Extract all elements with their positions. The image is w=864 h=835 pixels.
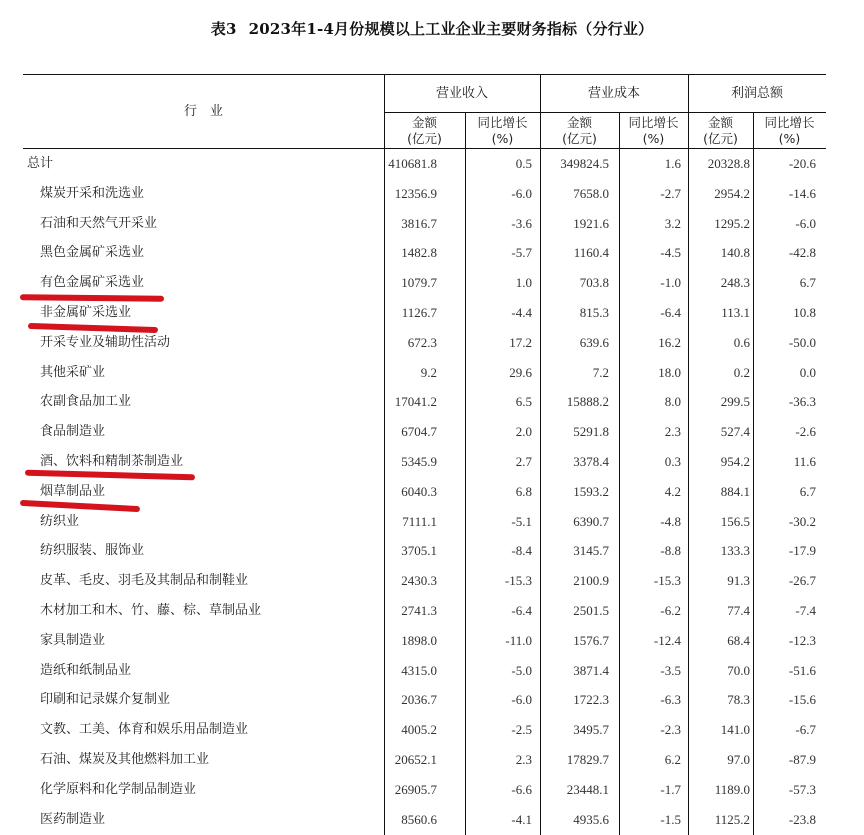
revenue-amount-cell: 1126.7 [401, 305, 437, 320]
profit-header: 利润总额 [730, 86, 783, 101]
cost-amount-cell: 703.8 [579, 275, 609, 291]
table-row [23, 358, 826, 388]
revenue-growth-cell: 6.5 [515, 394, 532, 410]
table-row [23, 209, 826, 239]
cost-amount-cell: 2100.9 [573, 573, 609, 589]
cost-growth-header [619, 115, 688, 147]
revenue-growth-cell: 2.3 [515, 752, 532, 767]
revenue-amount-cell: 8560.6 [401, 811, 437, 827]
cost-growth-cell: 4.2 [664, 483, 681, 499]
cost-growth-cell: -3.5 [660, 662, 681, 678]
growth-label: 同比增长 [477, 115, 528, 130]
profit-amount-cell: 156.5 [720, 513, 750, 529]
profit-amount-cell: 77.4 [727, 603, 750, 618]
cost-amount-cell: 3495.7 [573, 722, 609, 738]
revenue-amount-cell: 6040.3 [401, 483, 437, 499]
industry-header: 行 业 [183, 104, 223, 119]
industry-name: 纺织业 [40, 513, 80, 529]
cost-growth-cell: -1.0 [660, 275, 681, 291]
profit-growth-cell: -6.0 [795, 215, 816, 231]
revenue-amount-cell: 410681.8 [388, 156, 437, 171]
cost-amount-cell: 3378.4 [573, 454, 609, 469]
cost-growth-cell: -1.7 [660, 781, 681, 797]
amount-label: 金额 [566, 115, 592, 130]
table-row [23, 626, 826, 656]
revenue-amount-cell: 4315.0 [401, 662, 437, 678]
industry-name: 家具制造业 [40, 632, 106, 648]
profit-growth-cell: -12.3 [788, 632, 816, 648]
industry-name: 烟草制品业 [40, 483, 106, 499]
table-row [23, 417, 826, 447]
amount-unit: (亿元) [562, 131, 597, 146]
table-row [23, 238, 826, 268]
growth-unit: (%) [778, 131, 801, 146]
amount-unit: (亿元) [407, 131, 442, 146]
cost-amount-cell: 1576.7 [573, 632, 609, 648]
revenue-amount-cell: 1079.7 [401, 275, 437, 291]
table-row [23, 775, 826, 805]
growth-unit: (%) [642, 131, 665, 146]
revenue-growth-cell: -5.0 [511, 662, 532, 678]
cost-amount-cell: 1160.4 [573, 245, 609, 261]
revenue-growth-cell: -6.0 [511, 692, 532, 708]
profit-growth-cell: -51.6 [788, 662, 816, 678]
revenue-growth-cell: -5.7 [511, 245, 532, 261]
revenue-growth-cell: -2.5 [511, 722, 532, 738]
cost-growth-cell: -1.5 [660, 811, 681, 827]
industry-name: 有色金属矿采选业 [40, 275, 145, 291]
profit-growth-cell: -42.8 [788, 245, 816, 261]
profit-growth-cell: 10.8 [793, 305, 816, 320]
profit-amount-cell: 2954.2 [714, 185, 750, 201]
revenue-growth-cell: -6.6 [511, 781, 532, 797]
cost-growth-cell: 0.3 [664, 454, 681, 469]
profit-growth-cell: -7.4 [795, 603, 816, 618]
cost-growth-cell: -6.3 [660, 692, 681, 708]
industry-name: 医药制造业 [40, 811, 106, 827]
industry-name: 化学原料和化学制品制造业 [40, 781, 197, 797]
profit-growth-cell: -14.6 [788, 185, 816, 201]
table-row [23, 536, 826, 566]
cost-growth-cell: 16.2 [658, 334, 681, 350]
revenue-growth-cell: 1.0 [515, 275, 532, 291]
revenue-growth-cell: -6.0 [511, 185, 532, 201]
table-number: 表3 [210, 20, 237, 38]
profit-amount-cell: 1125.2 [714, 811, 750, 827]
revenue-amount-cell: 12356.9 [394, 185, 437, 201]
revenue-amount-cell: 3816.7 [401, 215, 437, 231]
cost-amount-cell: 349824.5 [560, 156, 609, 171]
amount-label: 金额 [707, 115, 733, 130]
subheader-rule [384, 112, 826, 113]
profit-growth-cell: -87.9 [788, 752, 816, 767]
cost-amount-cell: 5291.8 [573, 424, 609, 440]
profit-growth-header [753, 115, 826, 147]
industry-name: 文教、工美、体育和娱乐用品制造业 [40, 722, 249, 738]
profit-amount-cell: 0.2 [733, 364, 750, 380]
profit-growth-cell: -17.9 [788, 543, 816, 559]
profit-growth-cell: 6.7 [799, 483, 816, 499]
profit-amount-cell: 0.6 [733, 334, 750, 350]
revenue-amount-header [384, 115, 465, 147]
profit-amount-cell: 884.1 [720, 483, 750, 499]
cost-amount-cell: 23448.1 [566, 781, 609, 797]
industry-name: 其他采矿业 [40, 364, 106, 380]
industry-name: 造纸和纸制品业 [40, 662, 132, 678]
revenue-growth-cell: 2.0 [515, 424, 532, 440]
cost-header: 营业成本 [587, 86, 640, 101]
table-row [23, 477, 826, 507]
cost-amount-cell: 3871.4 [573, 662, 609, 678]
profit-amount-cell: 20328.8 [707, 156, 750, 171]
industry-name: 食品制造业 [40, 424, 106, 440]
revenue-amount-cell: 3705.1 [401, 543, 437, 559]
profit-amount-cell: 1295.2 [714, 215, 750, 231]
revenue-growth-cell: -5.1 [511, 513, 532, 529]
industry-name: 黑色金属矿采选业 [40, 245, 145, 261]
profit-amount-cell: 113.1 [721, 305, 750, 320]
profit-growth-cell: 11.6 [793, 454, 816, 469]
table-row [23, 566, 826, 596]
cost-amount-cell: 2501.5 [573, 603, 609, 618]
cost-growth-cell: 6.2 [664, 752, 681, 767]
cost-growth-cell: -15.3 [653, 573, 681, 589]
table-row [23, 805, 826, 835]
profit-growth-cell: -2.6 [795, 424, 816, 440]
cost-growth-cell: 1.6 [664, 156, 681, 171]
profit-growth-cell: -23.8 [788, 811, 816, 827]
table-row [23, 745, 826, 775]
growth-unit: (%) [491, 131, 514, 146]
cost-growth-cell: -12.4 [653, 632, 681, 648]
profit-amount-cell: 91.3 [727, 573, 750, 589]
revenue-amount-cell: 2741.3 [401, 603, 437, 618]
cost-amount-cell: 15888.2 [566, 394, 609, 410]
cost-amount-cell: 1722.3 [573, 692, 609, 708]
revenue-amount-cell: 2036.7 [401, 692, 437, 708]
cost-amount-header [540, 115, 619, 147]
cost-amount-cell: 4935.6 [573, 811, 609, 827]
cost-amount-cell: 1921.6 [573, 215, 609, 231]
profit-amount-header [688, 115, 753, 147]
revenue-growth-cell: 6.8 [515, 483, 532, 499]
profit-amount-cell: 248.3 [720, 275, 750, 291]
industry-name: 皮革、毛皮、羽毛及其制品和制鞋业 [40, 573, 249, 589]
cost-growth-cell: -6.4 [660, 305, 681, 320]
revenue-growth-cell: 2.7 [515, 454, 532, 469]
revenue-amount-cell: 26905.7 [394, 781, 437, 797]
growth-label: 同比增长 [764, 115, 815, 130]
profit-growth-cell: -6.7 [795, 722, 816, 738]
revenue-growth-cell: -8.4 [511, 543, 532, 559]
cost-amount-cell: 639.6 [579, 334, 609, 350]
profit-amount-cell: 954.2 [720, 454, 750, 469]
profit-growth-cell: 0.0 [799, 364, 816, 380]
revenue-growth-cell: -11.0 [505, 632, 532, 648]
cost-growth-cell: -2.3 [660, 722, 681, 738]
revenue-growth-cell: -4.1 [511, 811, 532, 827]
cost-amount-cell: 17829.7 [566, 752, 609, 767]
industry-name: 石油、煤炭及其他燃料加工业 [40, 752, 210, 767]
cost-growth-cell: -4.5 [660, 245, 681, 261]
cost-amount-cell: 1593.2 [573, 483, 609, 499]
revenue-growth-cell: -15.3 [504, 573, 532, 589]
cost-growth-cell: -6.2 [660, 603, 681, 618]
revenue-header: 营业收入 [435, 86, 488, 101]
table-title-text: 2023年1-4月份规模以上工业企业主要财务指标（分行业） [248, 20, 654, 38]
cost-amount-cell: 6390.7 [573, 513, 609, 529]
industry-name: 煤炭开采和洗选业 [40, 185, 145, 201]
profit-amount-cell: 97.0 [727, 752, 750, 767]
profit-growth-cell: -20.6 [788, 156, 816, 171]
amount-unit: (亿元) [703, 131, 738, 146]
table-row [23, 596, 826, 626]
revenue-amount-cell: 6704.7 [401, 424, 437, 440]
profit-amount-cell: 133.3 [720, 543, 750, 559]
cost-growth-cell: -4.8 [660, 513, 681, 529]
cost-growth-cell: 2.3 [664, 424, 681, 440]
cost-amount-cell: 7.2 [592, 364, 609, 380]
industry-name: 农副食品加工业 [40, 394, 132, 410]
revenue-amount-cell: 672.3 [407, 334, 437, 350]
table-row [23, 656, 826, 686]
revenue-amount-cell: 1898.0 [401, 632, 437, 648]
cost-amount-cell: 815.3 [579, 305, 609, 320]
industry-name: 开采专业及辅助性活动 [40, 334, 171, 350]
revenue-growth-header [465, 115, 540, 147]
revenue-amount-cell: 4005.2 [401, 722, 437, 738]
revenue-growth-cell: 0.5 [515, 156, 532, 171]
profit-growth-cell: -50.0 [788, 334, 816, 350]
revenue-growth-cell: -6.4 [511, 603, 532, 618]
cost-growth-cell: 8.0 [664, 394, 681, 410]
industry-name: 木材加工和木、竹、藤、棕、草制品业 [40, 603, 262, 618]
profit-amount-cell: 141.0 [720, 722, 750, 738]
profit-growth-cell: -26.7 [788, 573, 816, 589]
industry-name: 石油和天然气开采业 [40, 215, 158, 231]
revenue-growth-cell: -4.4 [511, 305, 532, 320]
profit-growth-cell: -15.6 [788, 692, 816, 708]
total-row [23, 149, 826, 179]
table-top-rule [23, 74, 826, 75]
profit-amount-cell: 1189.0 [714, 781, 750, 797]
table-row [23, 715, 826, 745]
table-row [23, 685, 826, 715]
amount-label: 金额 [411, 115, 437, 130]
profit-growth-cell: -30.2 [788, 513, 816, 529]
revenue-amount-cell: 5345.9 [401, 454, 437, 469]
cost-growth-cell: -2.7 [660, 185, 681, 201]
table-row [23, 268, 826, 298]
cost-amount-cell: 3145.7 [573, 543, 609, 559]
table-row [23, 387, 826, 417]
revenue-amount-cell: 1482.8 [401, 245, 437, 261]
profit-amount-cell: 299.5 [720, 394, 750, 410]
cost-growth-cell: -8.8 [660, 543, 681, 559]
table-row [23, 507, 826, 537]
profit-amount-cell: 140.8 [720, 245, 750, 261]
table-title [0, 18, 864, 39]
cost-growth-cell: 18.0 [658, 364, 681, 380]
profit-amount-cell: 68.4 [727, 632, 750, 648]
industry-name: 纺织服装、服饰业 [40, 543, 145, 559]
profit-amount-cell: 70.0 [727, 662, 750, 678]
table-row [23, 298, 826, 328]
revenue-amount-cell: 2430.3 [401, 573, 437, 589]
profit-growth-cell: -36.3 [788, 394, 816, 410]
profit-growth-cell: 6.7 [799, 275, 816, 291]
revenue-growth-cell: 29.6 [509, 364, 532, 380]
industry-name: 印刷和记录媒介复制业 [40, 692, 171, 708]
table-row [23, 179, 826, 209]
cost-amount-cell: 7658.0 [573, 185, 609, 201]
revenue-amount-cell: 20652.1 [394, 752, 437, 767]
industry-name: 总计 [27, 156, 54, 171]
revenue-growth-cell: 17.2 [509, 334, 532, 350]
profit-growth-cell: -57.3 [788, 781, 816, 797]
revenue-growth-cell: -3.6 [511, 215, 532, 231]
revenue-amount-cell: 7111.1 [402, 513, 437, 529]
revenue-amount-cell: 17041.2 [394, 394, 437, 410]
revenue-amount-cell: 9.2 [420, 364, 437, 380]
profit-amount-cell: 78.3 [727, 692, 750, 708]
industry-name: 酒、饮料和精制茶制造业 [40, 454, 184, 469]
industry-name: 非金属矿采选业 [40, 305, 132, 320]
growth-label: 同比增长 [628, 115, 679, 130]
cost-growth-cell: 3.2 [664, 215, 681, 231]
profit-amount-cell: 527.4 [720, 424, 750, 440]
